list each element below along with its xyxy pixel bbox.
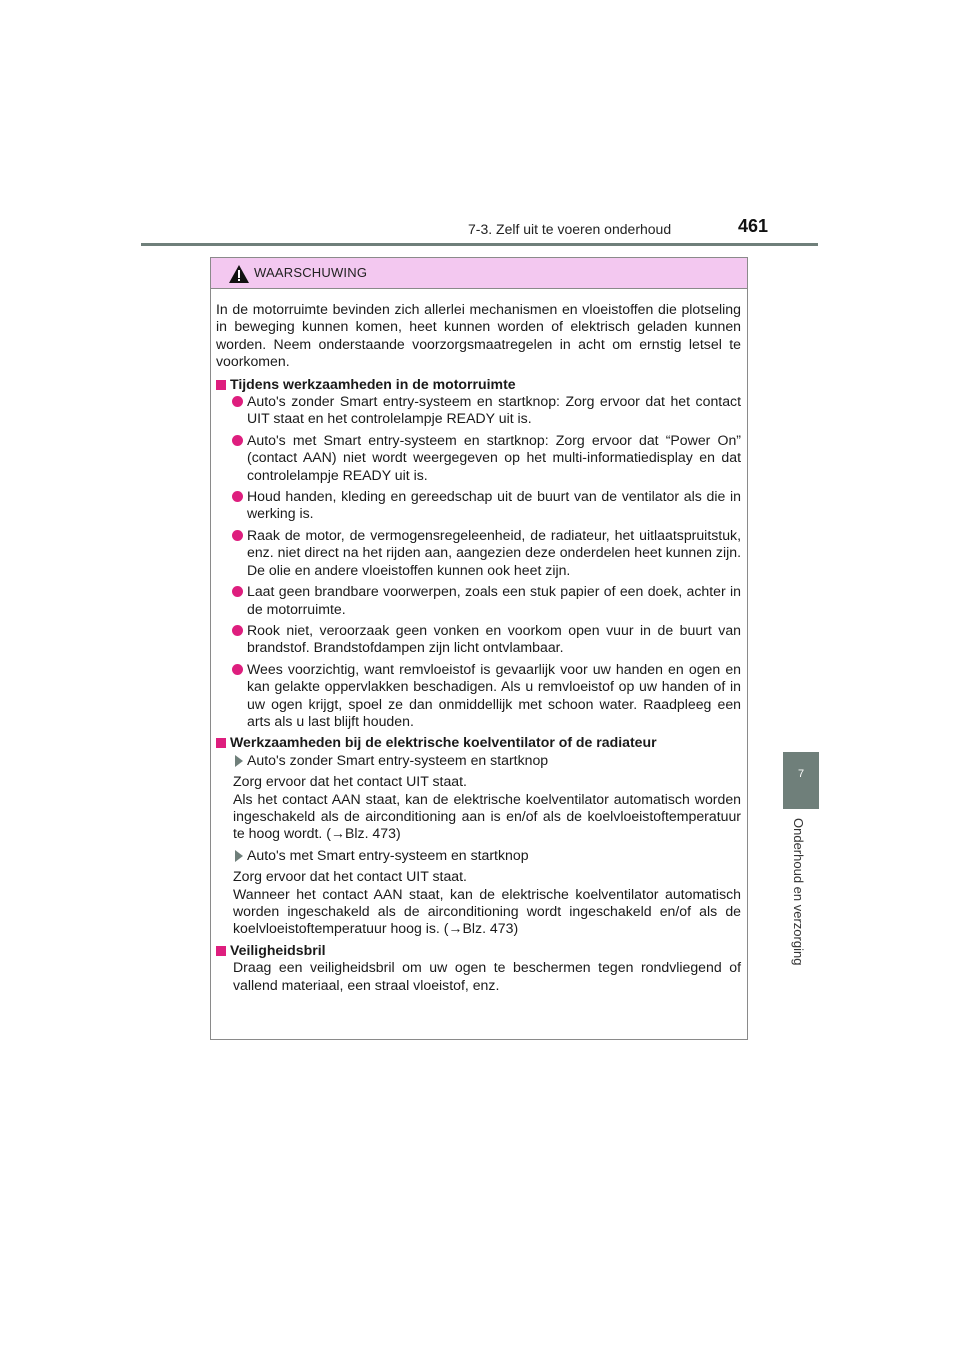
round-bullet-icon: [232, 625, 243, 636]
round-bullet-icon: [232, 664, 243, 675]
header-rule: [141, 243, 818, 246]
list-item: [216, 583, 741, 618]
section-heading-cooling-fan: [216, 734, 741, 751]
section-text: Draag een veiligheidsbril om uw ogen te beschermen tegen rondvliegend of vallend materiaal, een straal vloeistof, enz.: [233, 959, 741, 993]
section-heading-text: Veiligheidsbril: [230, 941, 326, 958]
sub-item-description: Als het contact AAN staat, kan de elektrische koelventilator automatisch worden ingeschakeld als de airconditioning aan is en/of als de koelvloeistoftemperatuur te hoog wordt. (→Blz. 473): [233, 790, 741, 842]
section-heading-text: Tijdens werkzaamheden in de motorruimte: [230, 375, 516, 392]
header-section-title: 7-3. Zelf uit te voeren onderhoud: [468, 221, 672, 237]
round-bullet-icon: [232, 491, 243, 502]
square-bullet-icon: [216, 380, 226, 390]
list-item-text: Raak de motor, de vermogensregeleenheid, de radiateur, het uitlaatspruitstuk, enz. niet direct na het rijden aan, aangezien deze onderdelen heet kunnen zijn. De olie en andere vloeistoffen kunnen ook heet zijn.: [247, 526, 741, 578]
round-bullet-icon: [232, 586, 243, 597]
chapter-label-wrap: [790, 818, 810, 986]
list-item: [216, 527, 741, 579]
sub-item: [216, 847, 741, 864]
list-item: [216, 622, 741, 657]
page-number: 461: [738, 216, 769, 236]
square-bullet-icon: [216, 738, 226, 748]
round-bullet-icon: [232, 435, 243, 446]
sub-item-label: Auto's met Smart entry-systeem en startknop: [247, 846, 529, 863]
square-bullet-icon: [216, 946, 226, 956]
list-item-text: Auto's zonder Smart entry-systeem en startknop: Zorg ervoor dat het contact UIT staat en het controlelampje READY uit is.: [247, 393, 741, 427]
list-item-text: Rook niet, veroorzaak geen vonken en voorkom open vuur in de buurt van brandstof. Brandstofdampen zijn licht ontvlambaar.: [247, 621, 741, 656]
chapter-label: Onderhoud en verzorging: [791, 818, 806, 966]
sub-item: [216, 752, 741, 769]
warning-box: [210, 257, 748, 1040]
chapter-tab: [783, 752, 819, 809]
chapter-tab-number: 7: [797, 768, 805, 780]
list-item-text: Houd handen, kleding en gereedschap uit de buurt van de ventilator als die in werking is.: [247, 488, 741, 522]
list-item-text: Auto's met Smart entry-systeem en startknop: Zorg ervoor dat “Power On” (contact AAN) niet wordt weergegeven op het multi-informatiedisplay en dat controlelampje READY uit is.: [247, 431, 741, 483]
arrow-right-icon: [235, 850, 243, 862]
sub-item-label: Auto's zonder Smart entry-systeem en startknop: [247, 751, 549, 768]
list-item-text: Laat geen brandbare voorwerpen, zoals een stuk papier of een doek, achter in de motorruimte.: [247, 583, 741, 617]
list-item: [216, 488, 741, 523]
sub-item-line: Zorg ervoor dat het contact UIT staat.: [233, 868, 467, 885]
round-bullet-icon: [232, 530, 243, 541]
sub-item-text: [216, 773, 741, 843]
section-heading-text: Werkzaamheden bij de elektrische koelventilator of de radiateur: [230, 734, 657, 751]
list-item-text: Wees voorzichtig, want remvloeistof is gevaarlijk voor uw handen en ogen en kan gelakte oppervlakken beschadigen. Als u remvloeistof op uw handen of in uw ogen krijgt, spoel ze dan onmiddellijk met schoon water. Raadpleeg een arts als u last blijft houden.: [247, 660, 741, 729]
list-item: [216, 661, 741, 731]
round-bullet-icon: [232, 396, 243, 407]
list-item: [216, 393, 741, 428]
section-heading-engine-room: [216, 376, 741, 393]
sub-item-line: Zorg ervoor dat het contact UIT staat.: [233, 773, 467, 790]
warning-intro: In de motorruimte bevinden zich allerlei mechanismen en vloeistoffen die plotseling in beweging kunnen komen, heet kunnen worden of elektrisch geladen kunnen worden. Neem onderstaande voorzorgsmaatregelen in acht om ernstig letsel te voorkomen.: [216, 301, 741, 370]
sub-item-description: Wanneer het contact AAN staat, kan de elektrische koelventilator automatisch worden ingeschakeld als de airconditioning wordt ingeschakeld en/of als de koelvloeistoftemperatuur hoog is. (→Blz. 473): [233, 885, 741, 937]
warning-body: [211, 289, 747, 994]
arrow-right-icon: [235, 755, 243, 767]
list-item: [216, 432, 741, 484]
section-heading-safety-glasses: [216, 942, 741, 959]
warning-header: [211, 258, 747, 289]
warning-triangle-icon: [228, 264, 250, 284]
sub-item-text: [216, 868, 741, 938]
warning-title: WAARSCHUWING: [254, 265, 368, 280]
